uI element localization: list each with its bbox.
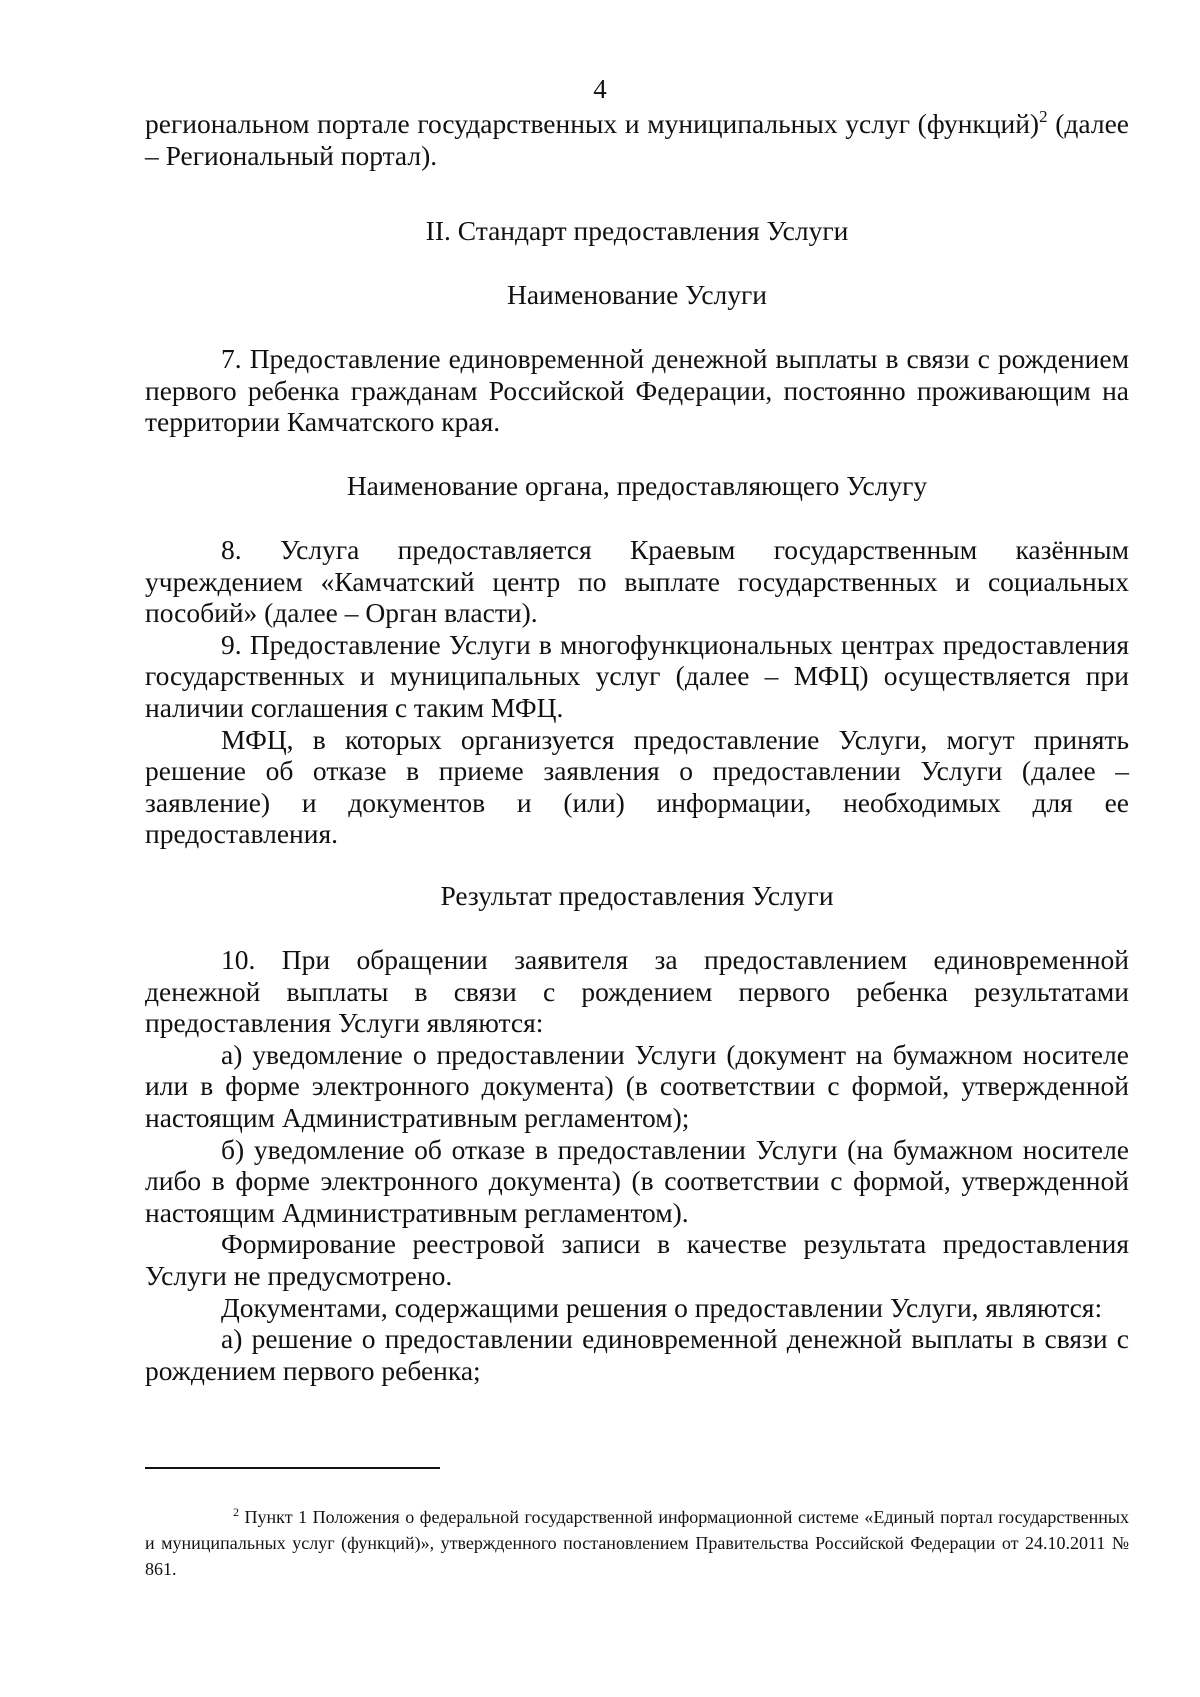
paragraph-7 — [145, 343, 1129, 438]
paragraphs-10 — [145, 944, 1129, 1386]
paragraphs-8-9 — [145, 534, 1129, 850]
heading-result: Результат предоставления Услуги — [440, 880, 834, 911]
paragraph-10-documents: Документами, содержащими решения о предоставлении Услуги, являются: — [221, 1291, 1103, 1323]
paragraph-9: 9. Предоставление Услуги в многофункциональных центрах предоставления государственных и муниципальных услуг (далее – МФЦ) осуществляется при наличии соглашения с таким МФЦ. — [145, 628, 1129, 723]
footnote-body: Пункт 1 Положения о федеральной государственной информационной системе «Единый портал государственных и муниципальных услуг (функций)», утвержденного постановлением Правительства Российской Федерации от 24.10.2011 № 861. — [145, 1507, 1129, 1579]
intro-text-tail: (далее – Региональный портал). — [145, 108, 1129, 171]
section-title: II. Стандарт предоставления Услуги — [425, 215, 849, 246]
paragraph-10-a: а) уведомление о предоставлении Услуги (документ на бумажном носителе или в форме электронного документа) (в соответствии с формой, утвержденной настоящим Административным регламентом); — [145, 1038, 1129, 1133]
paragraph-9-mfc: МФЦ, в которых организуется предоставление Услуги, могут принять решение об отказе в приеме заявления о предоставлении Услуги (далее – заявление) и документов и (или) информации, необходимых для ее предоставления. — [145, 723, 1129, 850]
intro-text-main: региональном портале государственных и муниципальных услуг (функций) — [145, 108, 1040, 139]
paragraph-10-registry: Формирование реестровой записи в качестве результата предоставления Услуги не предусмотрено. — [145, 1228, 1129, 1291]
paragraph-10: 10. При обращении заявителя за предоставлением единовременной денежной выплаты в связи с рождением первого ребенка результатами предоставления Услуги являются: — [145, 944, 1129, 1039]
heading-service-name: Наименование Услуги — [506, 279, 768, 310]
page-number: 4 — [593, 74, 607, 104]
footnote-ref-2: 2 — [1039, 107, 1048, 126]
footnote-separator — [145, 1467, 440, 1469]
heading-authority: Наименование органа, предоставляющего Услугу — [346, 470, 928, 501]
paragraph-10-decision-a: а) решение о предоставлении единовременной денежной выплаты в связи с рождением первого ребенка; — [145, 1323, 1129, 1386]
intro-paragraph — [145, 108, 1129, 171]
paragraph-8: 8. Услуга предоставляется Краевым государственным казённым учреждением «Камчатский центр по выплате государственных и социальных пособий» (далее – Орган власти). — [145, 534, 1129, 629]
footnote-text — [145, 1504, 1129, 1582]
footnote-marker: 2 — [233, 1505, 239, 1519]
intro-text — [145, 108, 1129, 171]
paragraph-7-text: 7. Предоставление единовременной денежной выплаты в связи с рождением первого ребенка гражданам Российской Федерации, постоянно проживающим на территории Камчатского края. — [145, 343, 1129, 438]
footnote — [145, 1504, 1129, 1582]
paragraph-10-b: б) уведомление об отказе в предоставлении Услуги (на бумажном носителе либо в форме электронного документа) (в соответствии с формой, утвержденной настоящим Административным регламентом). — [145, 1133, 1129, 1228]
